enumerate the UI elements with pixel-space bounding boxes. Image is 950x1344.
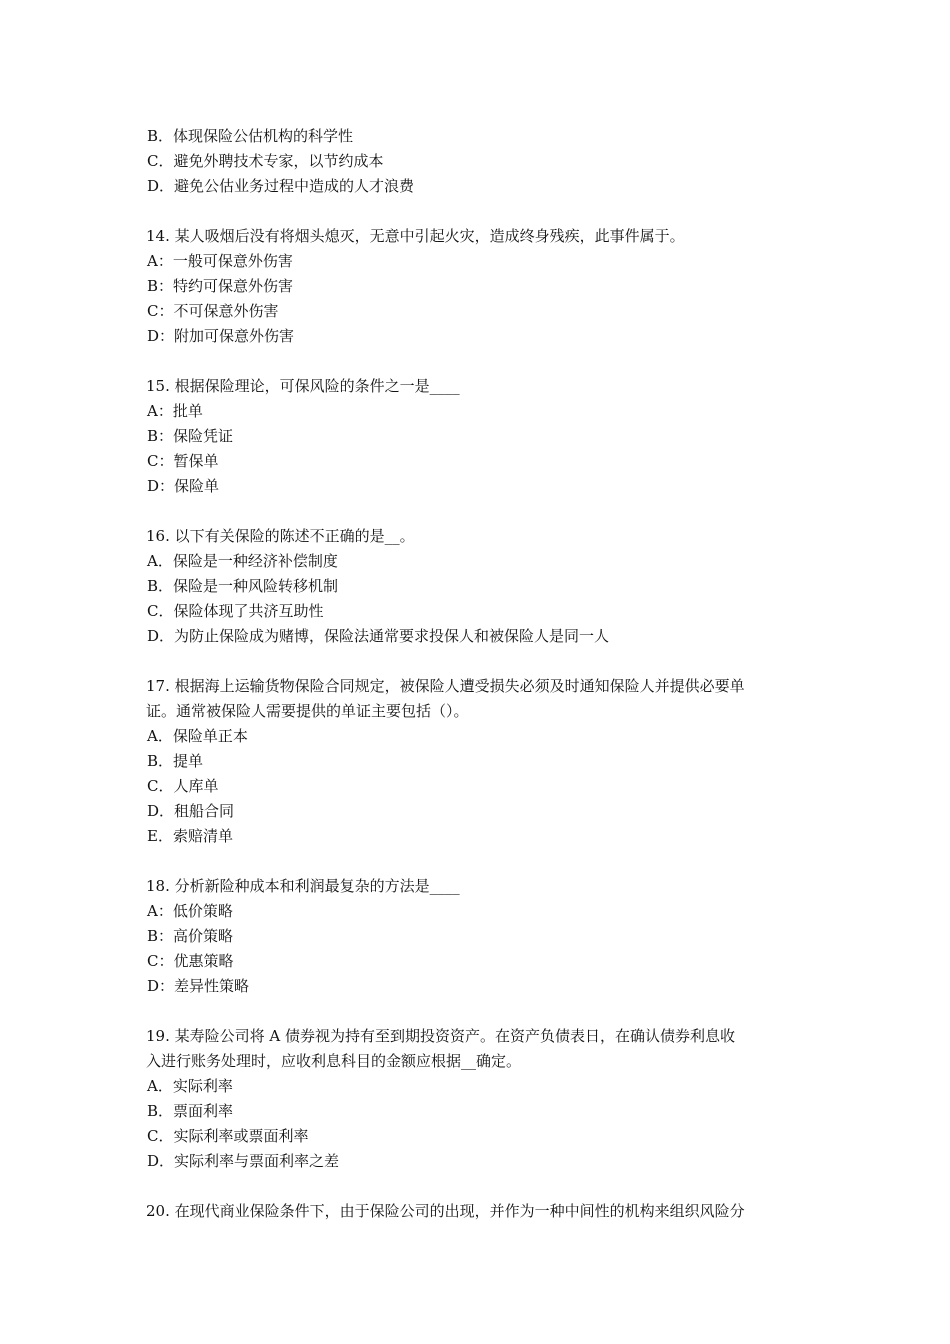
spacer — [146, 849, 816, 874]
option-c: C：暂保单 — [147, 452, 219, 470]
option-b: B．票面利率 — [147, 1102, 234, 1120]
question-stem-line-1: 19. 某寿险公司将 A 债券视为持有至到期投资资产。在资产负债表日，在确认债券利息收 — [146, 1027, 735, 1045]
option-b: B．体现保险公估机构的科学性 — [147, 127, 354, 145]
question-15 — [146, 374, 816, 499]
option-b: B．保险是一种风险转移机制 — [147, 577, 339, 595]
question-stem: 14. 某人吸烟后没有将烟头熄灭，无意中引起火灾，造成终身残疾，此事件属于。 — [146, 227, 685, 245]
question-stem-line-2: 证。通常被保险人需要提供的单证主要包括（）。 — [146, 702, 469, 720]
question-16 — [146, 524, 816, 649]
option-d: D．避免公估业务过程中造成的人才浪费 — [147, 177, 415, 195]
option-a: A：一般可保意外伤害 — [147, 252, 293, 270]
option-b: B：保险凭证 — [147, 427, 234, 445]
option-c: C：不可保意外伤害 — [147, 302, 279, 320]
option-a: A．实际利率 — [147, 1077, 233, 1095]
option-c: C．避免外聘技术专家，以节约成本 — [147, 152, 384, 170]
option-b: B．提单 — [147, 752, 204, 770]
question-stem-line-1: 20. 在现代商业保险条件下，由于保险公司的出现，并作为一种中间性的机构来组织风险分 — [146, 1202, 745, 1220]
option-b: B：高价策略 — [147, 927, 234, 945]
question-18 — [146, 874, 816, 999]
option-a: A：低价策略 — [147, 902, 233, 920]
option-e: E．索赔清单 — [147, 827, 233, 845]
spacer — [146, 499, 816, 524]
option-a: A．保险是一种经济补偿制度 — [147, 552, 338, 570]
question-stem-line-1: 17. 根据海上运输货物保险合同规定，被保险人遭受损失必须及时通知保险人并提供必要单 — [146, 677, 745, 695]
option-d: D．租船合同 — [147, 802, 235, 820]
spacer — [146, 999, 816, 1024]
option-c: C．保险体现了共济互助性 — [147, 602, 324, 620]
option-d: D：保险单 — [147, 477, 220, 495]
spacer — [146, 1174, 816, 1199]
question-13-options — [146, 124, 816, 199]
spacer — [146, 649, 816, 674]
option-c: C．实际利率或票面利率 — [147, 1127, 309, 1145]
question-stem: 18. 分析新险种成本和利润最复杂的方法是____ — [146, 877, 460, 895]
question-stem-line-2: 入进行账务处理时，应收利息科目的金额应根据__确定。 — [146, 1052, 522, 1070]
option-d: D．实际利率与票面利率之差 — [147, 1152, 340, 1170]
option-b: B：特约可保意外伤害 — [147, 277, 294, 295]
spacer — [146, 349, 816, 374]
question-17 — [146, 674, 816, 849]
question-14 — [146, 224, 816, 349]
option-d: D：差异性策略 — [147, 977, 250, 995]
question-stem: 15. 根据保险理论，可保风险的条件之一是____ — [146, 377, 460, 395]
spacer — [146, 199, 816, 224]
question-20 — [146, 1199, 816, 1224]
option-d: D．为防止保险成为赌博，保险法通常要求投保人和被保险人是同一人 — [147, 627, 610, 645]
option-a: A：批单 — [147, 402, 203, 420]
option-a: A．保险单正本 — [147, 727, 248, 745]
question-19 — [146, 1024, 816, 1174]
option-c: C：优惠策略 — [147, 952, 234, 970]
question-stem: 16. 以下有关保险的陈述不正确的是__。 — [146, 527, 415, 545]
option-c: C．人库单 — [147, 777, 219, 795]
option-d: D：附加可保意外伤害 — [147, 327, 295, 345]
question-list — [146, 124, 816, 1224]
